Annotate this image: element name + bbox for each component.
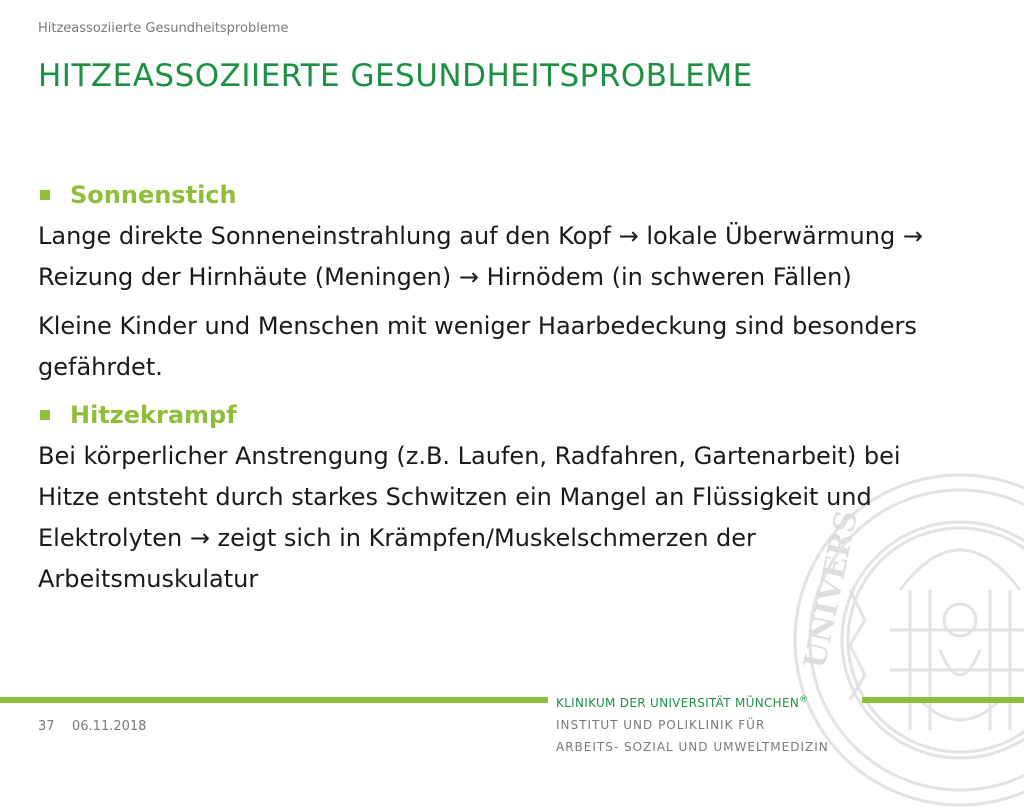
square-bullet-icon [40, 410, 50, 420]
page-number: 37 [38, 719, 55, 734]
paragraph: Bei körperlicher Anstrengung (z.B. Laufen, Radfahren, Gartenarbeit) bei Hitze entsteht durch starkes Schwitzen ein Mangel an Flüssigkeit und Elektrolyten → zeigt sich in Krämpfen/Muskelschmerzen der Arbeitsmuskulatur [38, 442, 901, 593]
slide-content [38, 176, 938, 608]
paragraph: Kleine Kinder und Menschen mit weniger Haarbedeckung sind besonders gefährdet. [38, 312, 917, 381]
svg-text:UNIVERS: UNIVERS [797, 507, 866, 672]
footer-divider [0, 697, 548, 703]
institution-label: KLINIKUM DER UNIVERSITÄT MÜNCHEN [556, 696, 800, 710]
institute-line-1: INSTITUT UND POLIKLINIK FÜR [556, 718, 766, 732]
footer-divider-right [862, 697, 1024, 703]
square-bullet-icon [40, 190, 50, 200]
bullet-heading: Sonnenstich [70, 181, 237, 209]
paragraph: Lange direkte Sonneneinstrahlung auf den Kopf → lokale Überwärmung → Reizung der Hirnhäute (Meningen) → Hirnödem (in schweren Fällen) [38, 222, 923, 291]
bullet-sonnenstich [38, 176, 938, 214]
institution-name [556, 695, 808, 710]
breadcrumb: Hitzeassoziierte Gesundheitsprobleme [38, 21, 289, 36]
institute-line-2: ARBEITS- SOZIAL UND UMWELTMEDIZIN [556, 740, 829, 754]
page-title: HITZEASSOZIIERTE GESUNDHEITSPROBLEME [38, 58, 753, 94]
bullet-heading: Hitzekrampf [70, 401, 237, 429]
bullet-hitzekrampf [38, 396, 938, 434]
registered-mark: ® [799, 695, 809, 705]
slide-date: 06.11.2018 [72, 719, 147, 734]
